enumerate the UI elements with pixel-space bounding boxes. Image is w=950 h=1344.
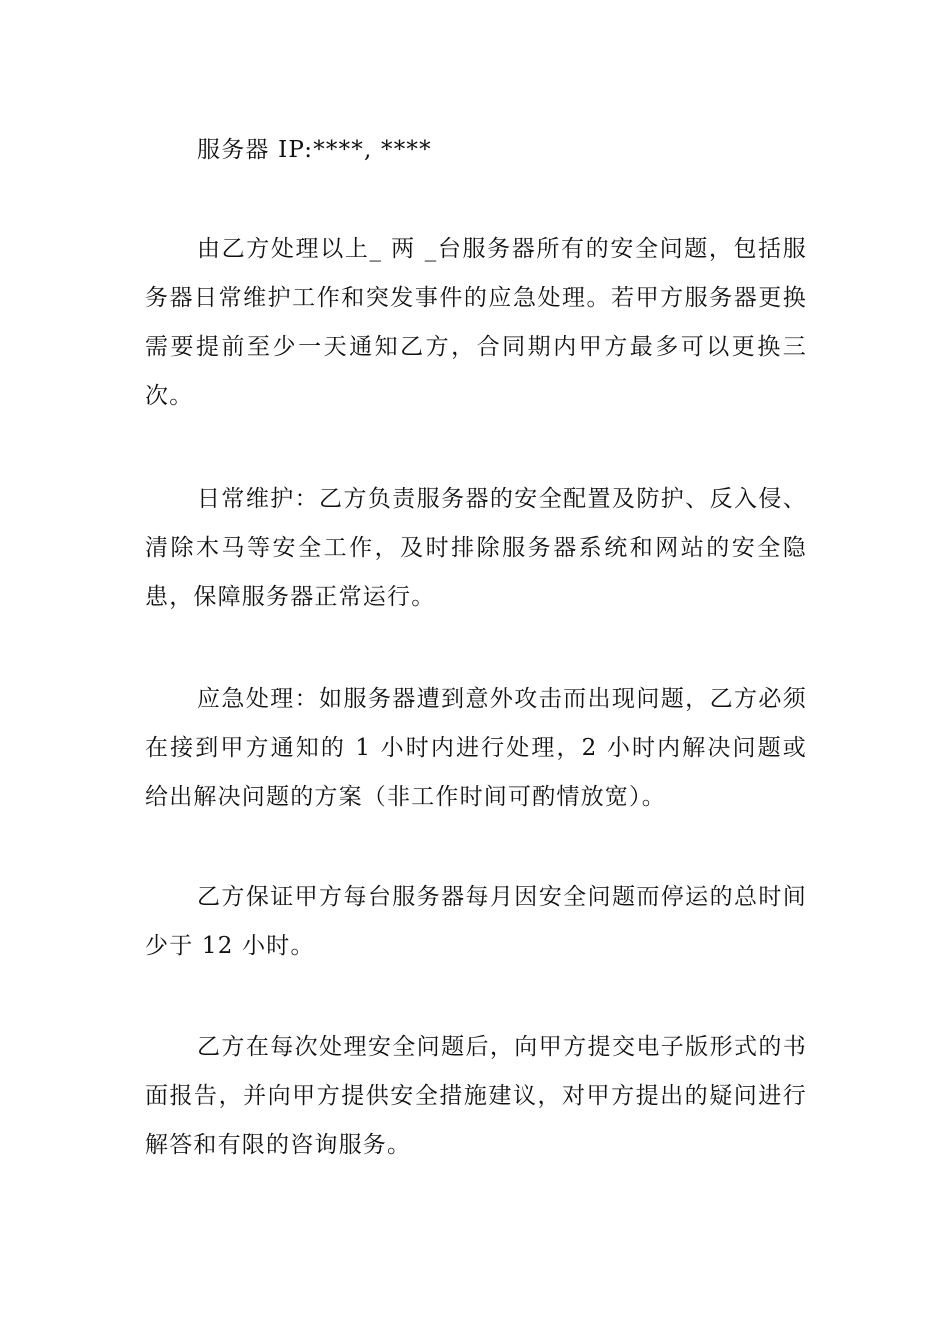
- downtime-guarantee-paragraph: 乙方保证甲方每台服务器每月因安全问题而停运的总时间少于 12 小时。: [145, 884, 807, 959]
- server-ip-paragraph: 服务器 IP:****, ****: [197, 137, 432, 163]
- security-scope-paragraph: 由乙方处理以上_ 两 _台服务器所有的安全问题，包括服务器日常维护工作和突发事件的应急处理。若甲方服务器更换需要提前至少一天通知乙方，合同期内甲方最多可以更换三次。: [145, 236, 807, 409]
- report-paragraph: 乙方在每次处理安全问题后，向甲方提交电子版形式的书面报告，并向甲方提供安全措施建议，对甲方提出的疑问进行解答和有限的咨询服务。: [145, 1034, 807, 1158]
- emergency-handling-paragraph: 应急处理：如服务器遭到意外攻击而出现问题，乙方必须在接到甲方通知的 1 小时内进行处理，2 小时内解决问题或给出解决问题的方案（非工作时间可酌情放宽）。: [145, 686, 807, 810]
- daily-maintenance-paragraph: 日常维护：乙方负责服务器的安全配置及防护、反入侵、清除木马等安全工作，及时排除服务器系统和网站的安全隐患，保障服务器正常运行。: [145, 486, 807, 610]
